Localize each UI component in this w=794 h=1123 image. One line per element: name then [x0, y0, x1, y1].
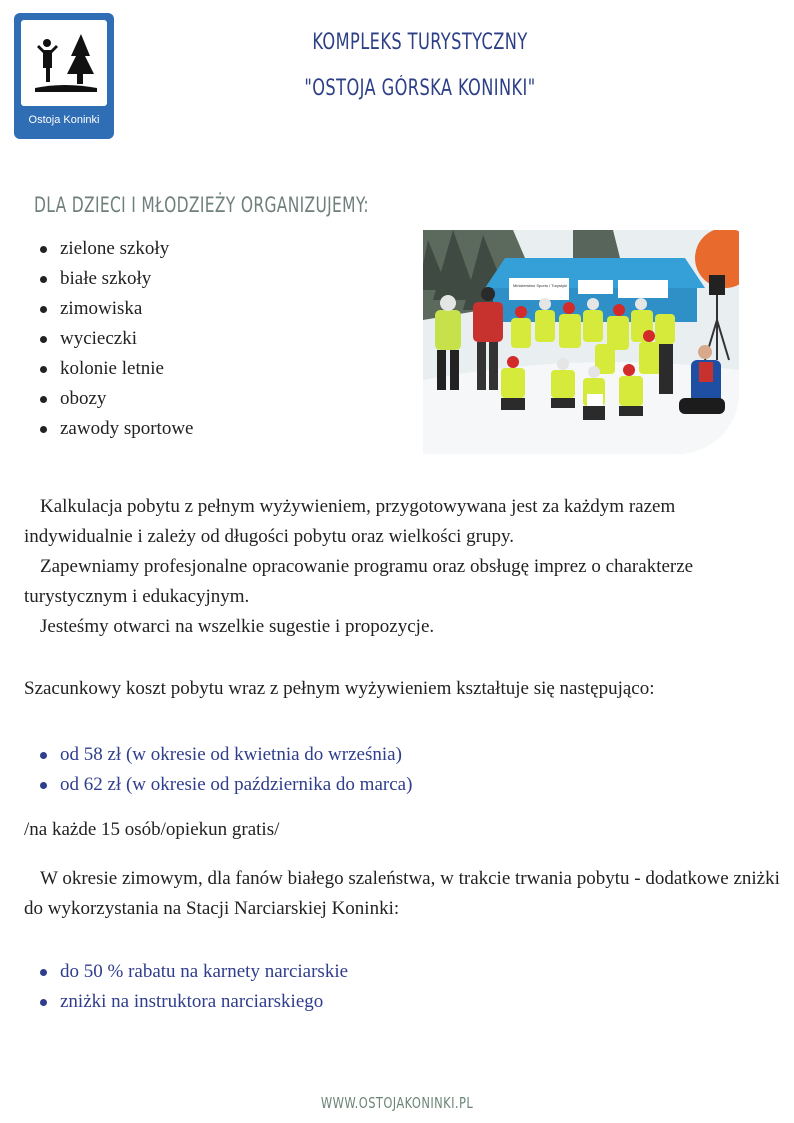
- logo-text: Ostoja Koninki: [28, 114, 100, 126]
- header-title-line2: "OSTOJA GÓRSKA KONINKI": [304, 76, 536, 101]
- list-item: zielone szkoły: [30, 234, 194, 264]
- activities-list: [30, 234, 194, 444]
- list-item: kolonie letnie: [30, 354, 194, 384]
- header-title-line1: KOMPLEKS TURYSTYCZNY: [312, 30, 528, 55]
- list-item: zawody sportowe: [30, 414, 194, 444]
- price-list: [30, 740, 412, 800]
- logo-emblem: [21, 20, 107, 106]
- winter-intro: W okresie zimowym, dla fanów białego szaleństwa, w trakcie trwania pobytu - dodatkowe zniżki do wykorzystania na Stacji Narciarskiej Koninki:: [24, 868, 780, 919]
- banner-text: Ministerstwo Sportu i Turystyki: [513, 283, 568, 288]
- footer-website-link[interactable]: WWW.OSTOJAKONINKI.PL: [320, 1094, 474, 1112]
- list-item: białe szkoły: [30, 264, 194, 294]
- list-item: obozy: [30, 384, 194, 414]
- cost-intro: Szacunkowy koszt pobytu wraz z pełnym wyżywieniem kształtuje się następująco:: [24, 678, 655, 699]
- logo: [14, 13, 114, 139]
- list-item: zimowiska: [30, 294, 194, 324]
- person-and-tree-icon: [21, 20, 107, 106]
- list-item: wycieczki: [30, 324, 194, 354]
- paragraph-suggestions: Jesteśmy otwarci na wszelkie sugestie i propozycje.: [40, 616, 435, 637]
- list-item: do 50 % rabatu na karnety narciarskie: [30, 957, 348, 987]
- guardian-note: /na każde 15 osób/opiekun gratis/: [24, 819, 280, 840]
- list-item: zniżki na instruktora narciarskiego: [30, 987, 348, 1017]
- activities-heading: DLA DZIECI I MŁODZIEŻY ORGANIZUJEMY:: [34, 193, 369, 217]
- paragraph-calculation: Kalkulacja pobytu z pełnym wyżywieniem, przygotowywana jest za każdym razem indywidualnie i zależy od długości pobytu oraz wielkości grupy.: [24, 496, 676, 547]
- group-photo: [423, 230, 739, 454]
- paragraph-program: Zapewniamy profesjonalne opracowanie programu oraz obsługę imprez o charakterze turystycznym i edukacyjnym.: [24, 556, 694, 607]
- winter-discounts-list: [30, 957, 348, 1017]
- list-item: od 58 zł (w okresie od kwietnia do września): [30, 740, 412, 770]
- list-item: od 62 zł (w okresie od października do marca): [30, 770, 412, 800]
- group-photo-image: [423, 230, 739, 454]
